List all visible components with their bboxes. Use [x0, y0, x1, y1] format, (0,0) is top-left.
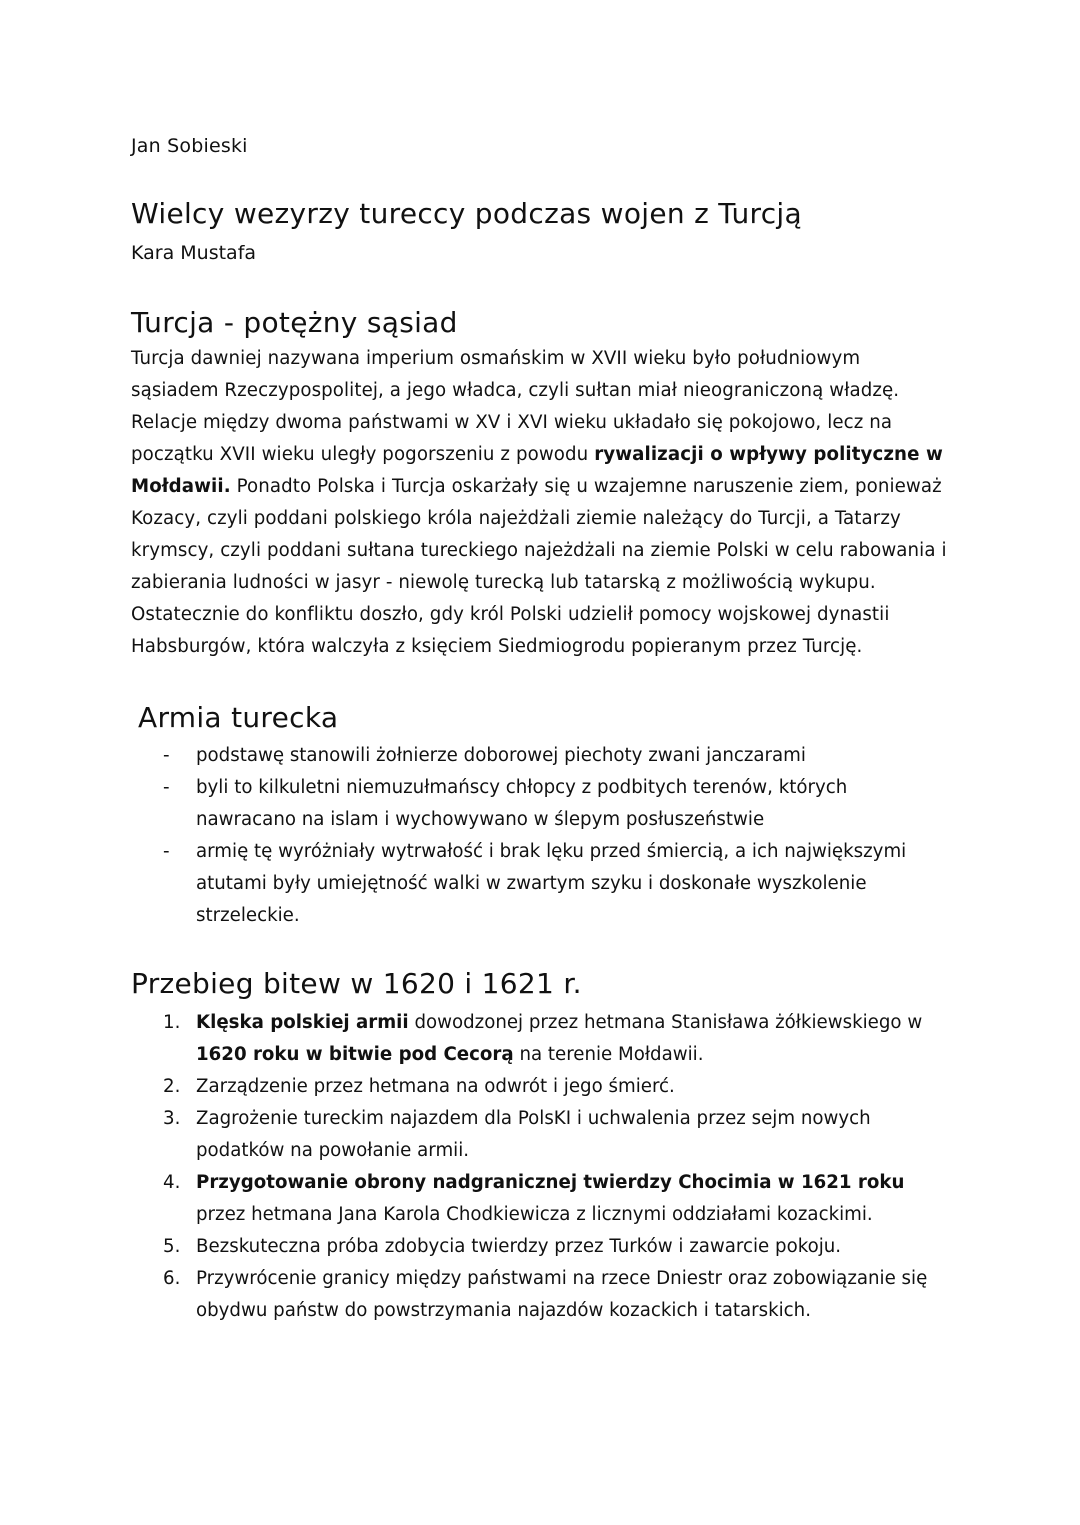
battles-list-item [163, 1103, 943, 1167]
item-number: 1. [163, 1012, 181, 1033]
item-bold: 1620 roku w bitwie pod Cecorą [196, 1044, 514, 1065]
item-text: Zagrożenie tureckim najazdem dla PolsKI i uchwalenia przez sejm nowych podatków na powołanie armii. [196, 1108, 871, 1161]
item-bold: Przygotowanie obrony nadgranicznej twierdzy Chocimia w 1621 roku [196, 1172, 905, 1193]
army-heading: Armia turecka [138, 701, 339, 734]
item-number: 4. [163, 1172, 181, 1193]
author-name: Jan Sobieski [131, 135, 248, 157]
army-list [163, 740, 933, 932]
paragraph-text: Ponadto Polska i Turcja oskarżały się u wzajemne naruszenie ziem, ponieważ Kozacy, czyli poddani polskiego króla najeżdżali ziemie należący do Turcji, a Tatarzy krymscy, czyli poddani sułtana tureckiego najeżdżali na ziemie Polski w celu rabowania i zabierania ludności w jasyr - niewolę turecką lub tatarską z możliwością wykupu. Ostatecznie do konfliktu doszło, gdy król Polski udzielił pomocy wojskowej dynastii Habsburgów, która walczyła z księciem Siedmiogrodu popieranym przez Turcję. [131, 476, 947, 657]
neighbor-heading: Turcja - potężny sąsiad [131, 306, 458, 339]
paragraph-bold: rywalizacji o wpływy polityczne w Mołdawii. [131, 444, 943, 497]
item-text: na terenie Mołdawii. [513, 1044, 704, 1065]
battles-list-item [163, 1263, 943, 1327]
army-list-item: - podstawę stanowili żołnierze doborowej piechoty zwani janczarami [163, 740, 933, 772]
item-number: 5. [163, 1236, 181, 1257]
battles-heading: Przebieg bitew w 1620 i 1621 r. [131, 967, 582, 1000]
item-text: przez hetmana Jana Karola Chodkiewicza z licznymi oddziałami kozackimi. [196, 1204, 873, 1225]
army-list-item: - armię tę wyróżniały wytrwałość i brak lęku przed śmiercią, a ich największymi atutami były umiejętność walki w zwartym szyku i doskonałe wyszkolenie strzeleckie. [163, 836, 933, 932]
battles-list [163, 1007, 943, 1327]
item-text: Zarządzenie przez hetmana na odwrót i jego śmierć. [196, 1076, 675, 1097]
item-text: Bezskuteczna próba zdobycia twierdzy przez Turków i zawarcie pokoju. [196, 1236, 842, 1257]
item-number: 2. [163, 1076, 181, 1097]
army-list-item: - byli to kilkuletni niemuzułmańscy chłopcy z podbitych terenów, których nawracano na islam i wychowywano w ślepym posłuszeństwie [163, 772, 933, 836]
neighbor-paragraph [131, 343, 951, 663]
battles-list-item [163, 1007, 943, 1071]
item-text: Przywrócenie granicy między państwami na rzece Dniestr oraz zobowiązanie się obydwu państw do powstrzymania najazdów kozackich i tatarskich. [196, 1268, 928, 1321]
battles-list-item [163, 1167, 943, 1231]
item-text: dowodzonej przez hetmana Stanisława żółkiewskiego w [408, 1012, 923, 1033]
battles-list-item [163, 1071, 943, 1103]
battles-list-item [163, 1231, 943, 1263]
vizier-subtitle: Kara Mustafa [131, 242, 257, 264]
item-number: 6. [163, 1268, 181, 1289]
paragraph-text: Turcja dawniej nazywana imperium osmańskim w XVII wieku było południowym sąsiadem Rzeczypospolitej, a jego władca, czyli sułtan miał nieograniczoną władzę. Relacje między dwoma państwami w XV i XVI wieku układało się pokojowo, lecz na początku XVII wieku uległy pogorszeniu z powodu [131, 348, 900, 465]
item-bold: Klęska polskiej armii [196, 1012, 409, 1033]
item-number: 3. [163, 1108, 181, 1129]
vizier-heading: Wielcy wezyrzy tureccy podczas wojen z Turcją [131, 197, 802, 230]
